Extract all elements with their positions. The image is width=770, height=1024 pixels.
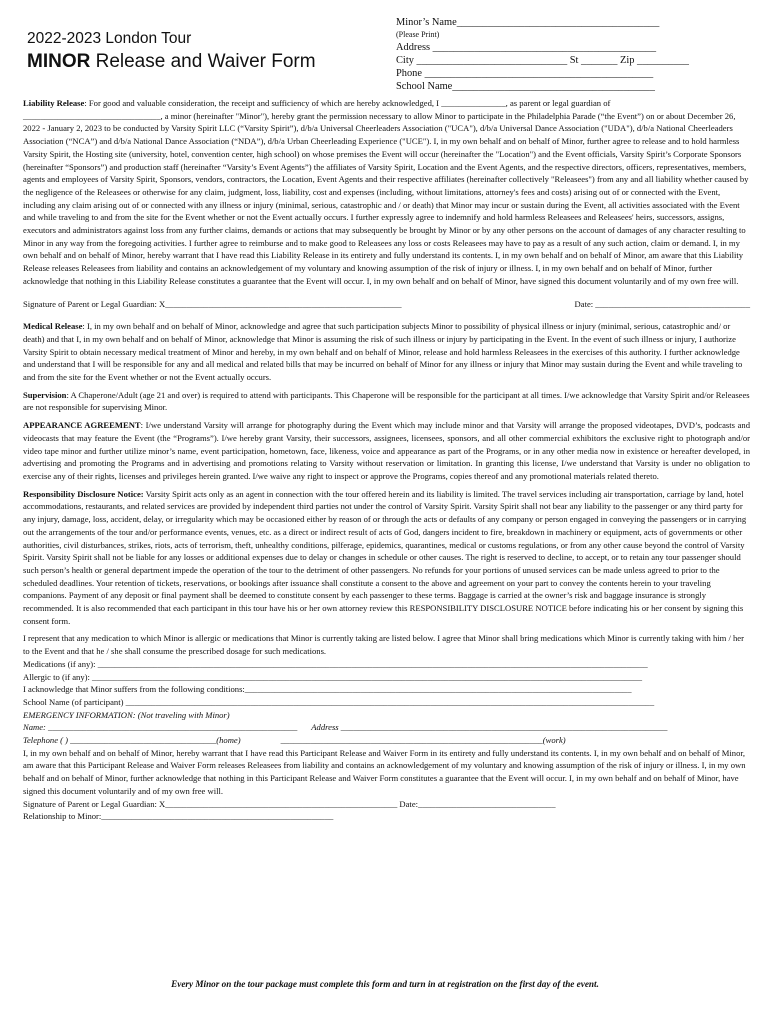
medical-heading: Medical Release (23, 321, 83, 332)
form-title-line2 (27, 51, 316, 73)
allergies-field[interactable]: Allergic to (if any): ________________________________________________________________________________________________________________________________ (23, 671, 643, 682)
minor-name-field[interactable]: Minor’s Name_______________________________________ (396, 17, 660, 28)
appearance-agreement-section (23, 419, 750, 483)
minor-info-block (396, 17, 766, 93)
medical-text: : I, in my own behalf and on behalf of Minor, acknowledge and agree that such participation subjects Minor to possibility of physical illness or injury (minimal, serious, catastrophic and/ or death) and that I, in my own behalf and on behalf of Minor, acknowledge that Minor is assuming the risk of such illness or injury by participating in the Event. In the event of such illness or injury, I authorize Varsity Spirit to obtain necessary medical treatment of Minor and hereby, in my own behalf and on behalf of Minor, release and hold harmless Releasees in the exercises of this authority. I further acknowledge and understand that I will be responsible for any and all medical and related bills that may be incurred on behalf of Minor for any illness or injury that Minor may sustain during the Event and while traveling to and from the site for the Event whether or not the Event actually occurs. (23, 321, 743, 383)
guardian-signature-field-1[interactable]: Signature of Parent or Legal Guardian: X_______________________________________________________ (23, 298, 402, 309)
form-title-rest: Release and Waiver Form (90, 51, 316, 72)
minor-address-field[interactable]: Address ___________________________________________ (396, 41, 657, 53)
emergency-address-field[interactable]: Address ____________________________________________________________________________ (311, 722, 668, 733)
liability-release-section (23, 97, 750, 288)
signature-date-field-1[interactable]: Date: ____________________________________ (574, 298, 750, 309)
responsibility-heading: Responsibility Disclosure Notice: (23, 488, 144, 499)
emergency-info-heading: EMERGENCY INFORMATION: (Not traveling with Minor) (23, 709, 230, 720)
emergency-telephone-row (23, 734, 750, 747)
conditions-field[interactable]: I acknowledge that Minor suffers from the following conditions:__________________________________________________________________________________________ (23, 684, 632, 695)
signature-row-1 (23, 298, 750, 311)
medical-release-section (23, 320, 750, 384)
relationship-field[interactable]: Relationship to Minor:______________________________________________________ (23, 811, 334, 822)
liability-heading: Liability Release (23, 98, 85, 108)
minor-city-state-zip-field[interactable]: City _____________________________ St _______ Zip __________ (396, 54, 689, 66)
minor-phone-field[interactable]: Phone ____________________________________________ (396, 67, 654, 79)
final-warranty-statement: I, in my own behalf and on behalf of Minor, hereby warrant that I have read this Participant Release and Waiver Form in its entirety and fully understand its contents. I, in my own behalf and on behalf of Minor, am aware that this Participant Release and Waiver Form releases Releasees from liability and contains an acknowledgement of my voluntary and knowing assumption of the risk of injury or illness. I, in my own behalf and on behalf of Minor, further acknowledge that nothing in this Participant Release and Waiver Form constitutes a guarantee that the Event will occur. I, in my own behalf and on behalf of Minor, have signed this document voluntarily and of my own free will. (23, 747, 746, 796)
supervision-heading: Supervision (23, 389, 67, 400)
emergency-name-address-row (23, 721, 750, 734)
final-signature-field[interactable]: Signature of Parent or Legal Guardian: X______________________________________________________ Date:________________________________ (23, 798, 556, 809)
responsibility-text: Varsity Spirit acts only as an agent in connection with the tour offered herein and its liability is limited. The travel services including air transportation, carriage by land, hotel accommodations, restaurants, and related services are provided by independent third parties not under the control of Varsity Spirit. Varsity Spirit shall not bear any liability to the passenger or any third party for any injury, damage, loss, accident, delay, or irregularity which may be occasioned either by reason of or through the acts or defaults of any company or person engaged in conveying the passengers or in carrying out the arrangements of the tour and/or performance events, venues, etc. as a direct or indirect result of acts of God, dangers incident to fire, breakdown in machinery or equipment, acts of governments or other authorities, civil disturbances, strikes, riots, acts of terrorism, theft, unhealthy conditions, pilferage, epidemics, quarantines, medical or customs regulations, or from any other cause beyond the control of Varsity Spirit. Varsity Spirit shall not be liable for any losses or additional expenses due to delay or changes in schedule or other causes. The right is reserved to decline, to accept, or to retain any tour passenger should such person’s health or general department impede the operation of the tour to the detriment of other passengers. No refunds for your portions of unused services can be made unless agreed to prior to the scheduled deadlines. Your retention of tickets, reservations, or bookings after issuance shall constitute a consent to the above and agreement on your part to convey the contents herein to your traveling companions. Payment of any deposit or final payment shall be deemed to constitute consent by each passenger to these terms. Baggage is carried at the owner’s risk and baggage insurance is strongly recommended. It is also recommended that each participant in this tour have his or her own attorney review this RESPONSIBILITY DISCLOSURE NOTICE before indicating his or her consent by signing this consent form. (23, 488, 747, 626)
liability-text: : For good and valuable consideration, the receipt and sufficiency of which are hereby acknowledged, I _______________, as parent or legal guardian of ________________________________, a minor (hereinafter "Minor"), hereby grant the permission necessary to allow Minor to participate in the Philadelphia Parade (“the Event”) on or about December 26, 2022 - January 2, 2023 to be conducted by Varsity Spirit LLC (“Varsity Spirit”), d/b/a Universal Cheerleaders Association ("UCA"), d/b/a Universal Dance Association ("UDA"), d/b/a National Cheerleaders Association (“NCA”) and d/b/a National Dance Association (“NDA”), d/b/a Urban Cheerleading Experience ("UCE"). I, in my own behalf and on behalf of Minor, further agree to release and to hold harmless Varsity Spirit, the Hosting site (university, hotel, convention center, high school) on whose premises the Event will occur (hereinafter the "Location") and the Event officials, Varsity Spirit’s Corporate Sponsors (hereinafter “Sponsors”) and production staff (hereinafter “Varsity’s Event Agents”) the affiliates of Varsity Spirit, Location and the Event Agents, and the respective directors, officers, representatives, members, agents and employees of Varsity Spirit, Sponsors, vendors, contractors, the Location, Event Agents and their respective affiliates (hereinafter collectively "Releasees") from any and all liability whether caused by the negligence of the Releasees or otherwise for any claim, judgment, loss, liability, cost and expenses (including, without limitations, attorney's fees and costs) arising out of or connected with the Event, including any claim arising out of or connected with any illness or injury (minimal, serious, catastrophic and / or death) that Minor may incur or sustain during the Event, all activities associated with the Event and while traveling to and from the site for the Event whether or not the Event actually occurs. I further expressly agree to indemnify and hold harmless Releasees and Releasees' heirs, successors, assigns, executors and administrators against loss from any further claims, demands or actions that may subsequently be brought by Minor or by any other persons on the account of damages of any character resulting to Minor in any way from the foregoing activities. I further agree to reimburse and to make good to Releasees any loss or costs Releasees may have to pay as a result of any such action, claim or demand. I, in my own behalf and on behalf of Minor, hereby warrant that I have read this Liability Release in its entirety and fully understand its contents. I, in my own behalf and on behalf of Minor, am aware that this Liability Release releases Releasees from liability and contains an acknowledgement of my voluntary and knowing assumption of the risk of injury or illness. I, in my own behalf and on behalf of Minor, further acknowledge that nothing in this Liability Release constitutes a guarantee that the Event will occur. I, in my own behalf and on behalf of Minor, have signed this document voluntarily and of my own free will. (23, 98, 749, 286)
minor-school-field[interactable]: School Name_______________________________________ (396, 80, 655, 92)
participant-school-field[interactable]: School Name (of participant) ___________________________________________________________________________________________________________________________ (23, 696, 655, 707)
form-title-minor: MINOR (27, 51, 91, 72)
footer-instruction: Every Minor on the tour package must complete this form and turn in at registration on the first day of the event. (171, 979, 599, 989)
appearance-text: : I/we understand Varsity will arrange for photography during the Event which may include minor and that Varsity will arrange the proposed videotapes, DVD’s, podcasts and videocasts that may feature the Event (the “Programs”). I/we hereby grant Varsity, their successors, assignees, licensees, sponsors, and all other commercial exhibitors the exclusive right to photograph and/or video tape minor and further utilize minor’s name, event participation, hometown, face, likeness, voice and appearance as part of the Programs, or in any other media now in existence or hereafter developed, in advertising and promoting the Programs and in advertising and promotions relating to Varsity without reservation or limitation. In granting this license, I/we understand that Varsity is under no obligation to exercise any of their rights, licenses and privileges herein granted. I/we waive any right to inspect or approve the Programs, copies thereof and any promotional materials related thereto. (23, 420, 750, 481)
supervision-text: : A Chaperone/Adult (age 21 and over) is required to attend with participants. This Chaperone will be responsible for the participant at all times. I/we acknowledge that Varsity Spirit and/or Releasees are not responsible for supervising Minor. (23, 389, 750, 413)
responsibility-disclosure-section (23, 488, 750, 628)
emergency-home-phone-field[interactable]: Telephone ( ) __________________________________(home) (23, 735, 241, 746)
emergency-name-field[interactable]: Name: __________________________________________________________ (23, 722, 298, 733)
form-title-line1: 2022-2023 London Tour (27, 30, 192, 47)
emergency-work-phone-field[interactable]: _____________________________________________________________(work) (280, 735, 566, 746)
form-body (23, 97, 750, 823)
appearance-heading: APPEARANCE AGREEMENT (23, 420, 141, 431)
please-print-note: (Please Print) (396, 29, 440, 39)
medications-field[interactable]: Medications (if any): ________________________________________________________________________________________________________________________________ (23, 658, 648, 669)
medication-statement: I represent that any medication to which Minor is allergic or medications that Minor is currently taking are listed below. I agree that Minor shall bring medications which Minor is currently taking with him / her to the Event and that he / she shall consume the prescribed dosage for such medications. (23, 633, 744, 657)
supervision-section (23, 389, 750, 414)
